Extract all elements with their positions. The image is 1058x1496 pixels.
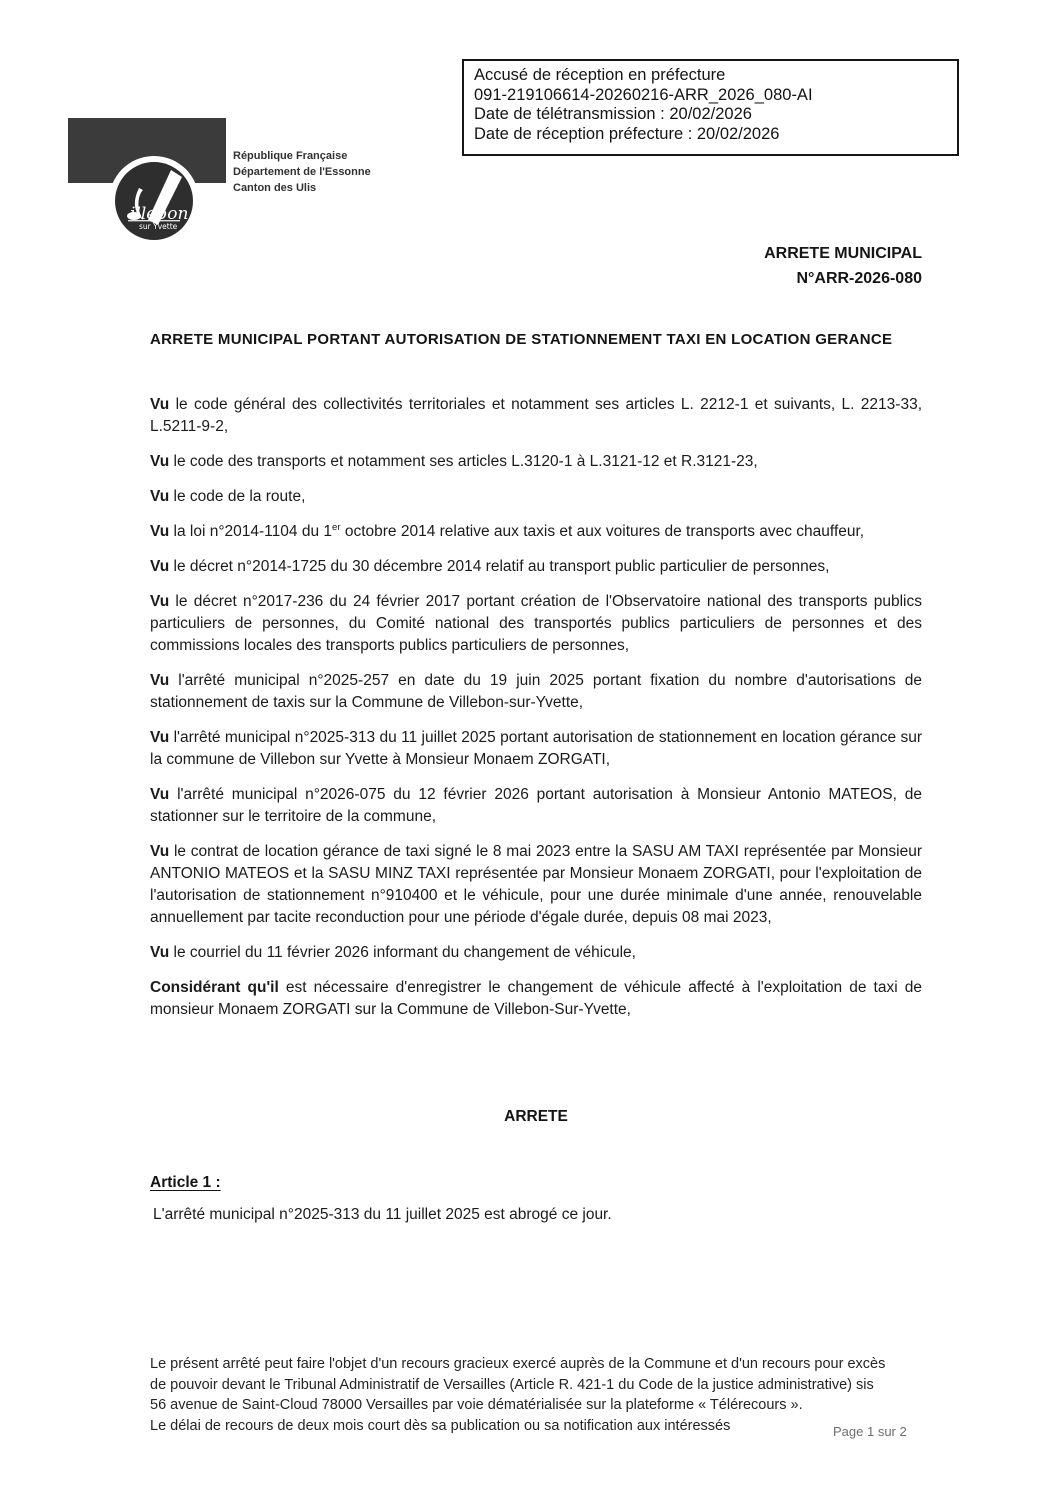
logo-commune-sub: sur Yvette	[139, 222, 178, 231]
article-1-heading: Article 1 :	[150, 1174, 221, 1191]
authority-line: Canton des Ulis	[233, 182, 317, 194]
decree-paragraph: Vu l'arrêté municipal n°2025-257 en date du 19 juin 2025 portant fixation du nombre d'autorisations de stationnement de taxis sur la Commune de Villebon-sur-Yvette,	[150, 672, 922, 711]
arrete-heading: ARRETE	[504, 1108, 568, 1125]
decree-number: N°ARR-2026-080	[796, 270, 922, 287]
decree-paragraph: Considérant qu'il est nécessaire d'enregistrer le changement de véhicule affecté à l'exploitation de taxi de monsieur Monaem ZORGATI sur la Commune de Villebon-Sur-Yvette,	[150, 979, 923, 1018]
decree-paragraph: Vu l'arrêté municipal n°2026-075 du 12 février 2026 portant autorisation à Monsieur Antonio MATEOS, de stationner sur le territoire de la commune,	[150, 786, 922, 825]
decree-body	[150, 394, 922, 1034]
authority-line: Département de l'Essonne	[233, 166, 371, 178]
decree-paragraph: Vu le code des transports et notamment ses articles L.3120-1 à L.3121-12 et R.3121-23,	[150, 453, 758, 470]
article-1-text: L'arrêté municipal n°2025-313 du 11 juillet 2025 est abrogé ce jour.	[153, 1206, 612, 1223]
decree-paragraph: Vu la loi n°2014-1104 du 1er octobre 2014 relative aux taxis et aux voitures de transports avec chauffeur,	[150, 521, 865, 540]
decree-paragraph: Vu le code de la route,	[150, 488, 306, 505]
decree-paragraph: Vu le contrat de location gérance de taxi signé le 8 mai 2023 entre la SASU AM TAXI représentée par Monsieur ANTONIO MATEOS et la SASU MINZ TAXI représentée par Monsieur Monaem ZORGATI, pour l'exploitation de l'autorisation de stationnement n°910400 et le véhicule, pour une durée minimale d'une année, renouvelable annuellement par tacite reconduction pour une période d'égale durée, depuis 08 mai 2023,	[150, 843, 922, 926]
decree-header-title: ARRETE MUNICIPAL	[764, 245, 922, 262]
decree-paragraph: Vu l'arrêté municipal n°2025-313 du 11 juillet 2025 portant autorisation de stationnement en location gérance sur la commune de Villebon sur Yvette à Monsieur Monaem ZORGATI,	[150, 729, 922, 768]
reception-box-line: Date de réception préfecture : 20/02/2026	[474, 124, 780, 143]
decree-paragraph: Vu le courriel du 11 février 2026 informant du changement de véhicule,	[150, 944, 636, 961]
authority-line: République Française	[233, 150, 348, 162]
reception-box-line: 091-219106614-20260216-ARR_2026_080-AI	[474, 85, 813, 104]
reception-box-line: Accusé de réception en préfecture	[474, 66, 726, 84]
prefecture-reception-box	[462, 59, 959, 156]
page-indicator: Page 1 sur 2	[833, 1424, 907, 1439]
legal-footer	[150, 1354, 942, 1436]
logo-commune-name: illebon	[130, 204, 189, 224]
logo-emblem	[115, 162, 193, 240]
footer-line: de pouvoir devant le Tribunal Administratif de Versailles (Article R. 421-1 du Code de la justice administrative) sis	[150, 1376, 874, 1393]
footer-line: 56 avenue de Saint-Cloud 78000 Versailles par voie dématérialisée sur la plateforme « Télérecours ».	[150, 1397, 803, 1413]
footer-line: Le présent arrêté peut faire l'objet d'un recours gracieux exercé auprès de la Commune et d'un recours pour excès	[150, 1356, 886, 1372]
document-title: ARRETE MUNICIPAL PORTANT AUTORISATION DE STATIONNEMENT TAXI EN LOCATION GERANCE	[150, 331, 893, 348]
authority-block	[233, 148, 371, 196]
reception-box-line: Date de télétransmission : 20/02/2026	[474, 105, 752, 123]
decree-paragraph: Vu le décret n°2014-1725 du 30 décembre 2014 relatif au transport public particulier de personnes,	[150, 558, 830, 575]
decree-paragraph: Vu le décret n°2017-236 du 24 février 2017 portant création de l'Observatoire national des transports publics particuliers de personnes, du Comité national des transportés publics particuliers de personnes et des commissions locales des transports publics particuliers de personnes,	[150, 593, 922, 654]
decree-header	[764, 241, 922, 291]
villebon-logo	[68, 118, 226, 250]
footer-line: Le délai de recours de deux mois court dès sa publication ou sa notification aux intéressés	[150, 1417, 731, 1434]
decree-paragraph: Vu le code général des collectivités territoriales et notamment ses articles L. 2212-1 et suivants, L. 2213-33, L.5211-9-2,	[150, 396, 922, 435]
